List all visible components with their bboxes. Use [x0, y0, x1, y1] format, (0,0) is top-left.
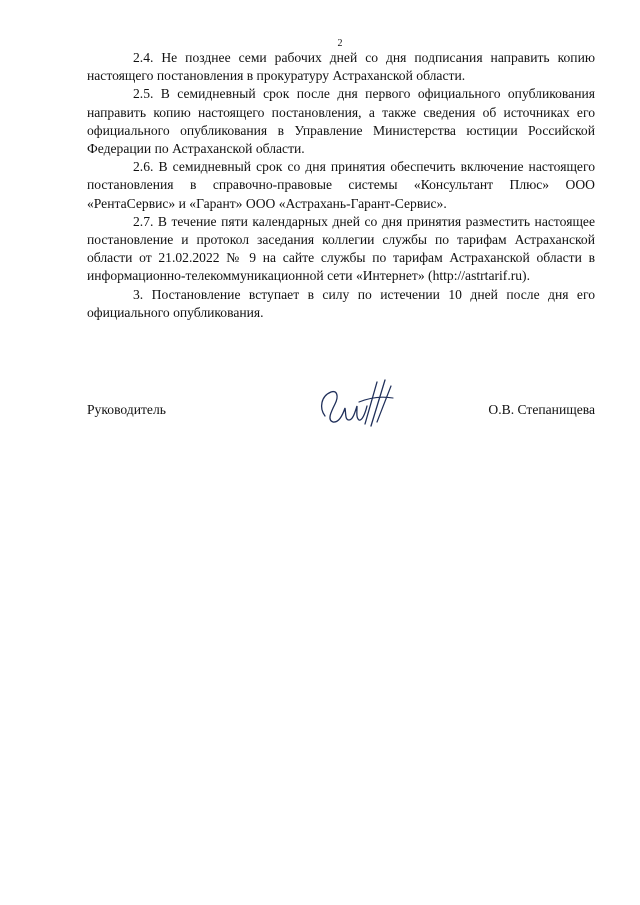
page-number: 2 [337, 38, 343, 49]
signatory-title: Руководитель [87, 402, 166, 417]
paragraph-2-4: 2.4. Не позднее семи рабочих дней со дня подписания направить копию настоящего постановления в прокуратуру Астраханской области. [87, 50, 595, 84]
document-body [87, 49, 595, 322]
paragraph-2-6: 2.6. В семидневный срок со дня принятия обеспечить включение настоящего постановления в справочно-правовые системы «Консультант Плюс» ООО «РентаСервис» и «Гарант» ООО «Астрахань-Гарант-Сервис». [87, 159, 595, 211]
paragraph-3: 3. Постановление вступает в силу по истечении 10 дней после дня его официального опубликования. [87, 286, 595, 320]
handwritten-signature-icon [315, 376, 401, 432]
paragraph-2-5: 2.5. В семидневный срок после дня первого официального опубликования направить копию настоящего постановления, а также сведения об источниках его официального опубликования в Управление Министерства юстиции Российской Федерации по Астраханской области. [87, 86, 595, 157]
paragraph-2-7: 2.7. В течение пяти календарных дней со дня принятия разместить настоящее постановление и протокол заседания коллегии службы по тарифам Астраханской области от 21.02.2022 № 9 на сайте службы по тарифам Астраханской области в информационно-телекоммуникационной сети «Интернет» (http://astrtarif.ru). [87, 213, 595, 284]
signatory-name: О.В. Степанищева [488, 402, 595, 417]
signature-block [87, 398, 595, 438]
